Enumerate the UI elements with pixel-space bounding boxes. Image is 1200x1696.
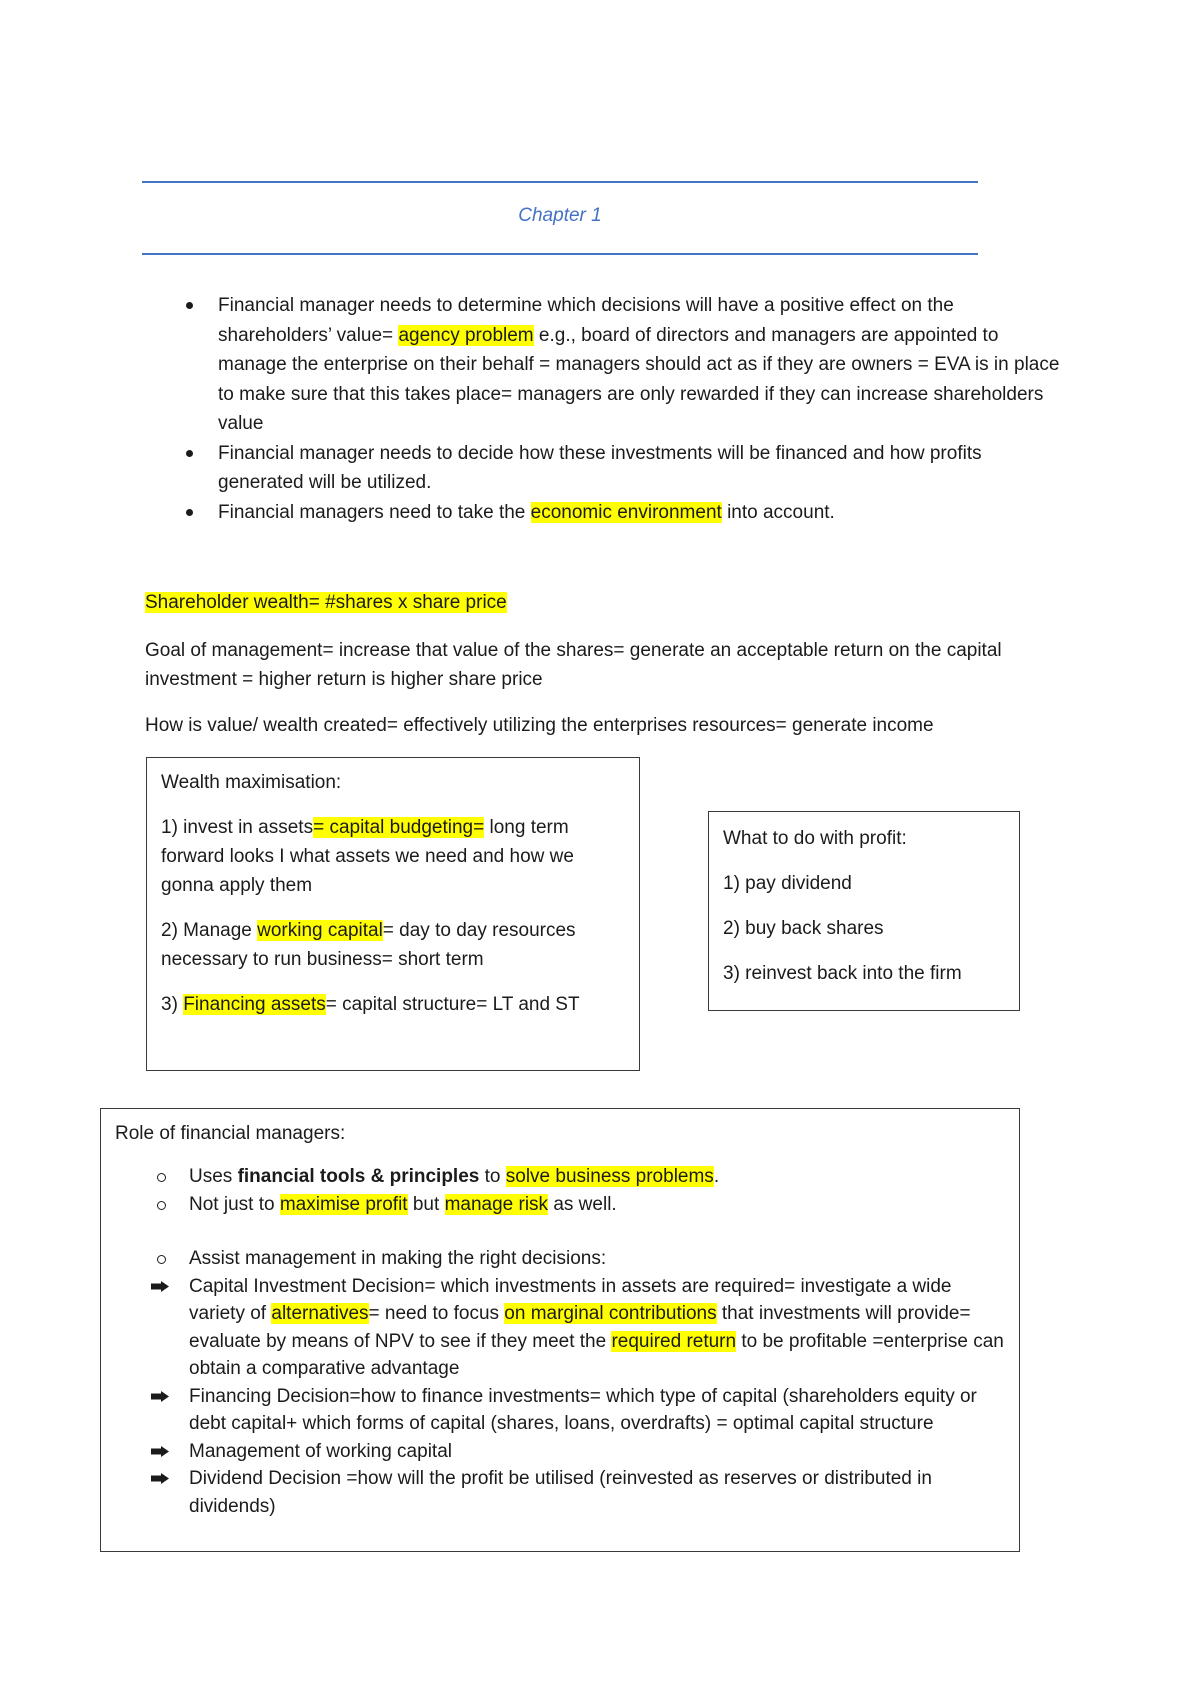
circle-bullet-icon — [157, 1173, 166, 1182]
bullet-dot-icon — [186, 450, 193, 457]
bullet-dot-icon — [186, 509, 193, 516]
list-item: Financial manager needs to determine which decisions will have a positive effect on the shareholders’ value= agency problem e.g., board of directors and managers are appointed to manage the enterprise on their behalf = managers should act as if they are owners = EVA is in place to make sure that this takes place= managers are only rewarded if they can increase shareholders value — [142, 291, 1062, 439]
role-of-financial-managers-box — [100, 1108, 1020, 1552]
header-rule-bottom — [142, 253, 978, 255]
financing-decision-item: Financing Decision=how to finance investments= which type of capital (shareholders equity or debt capital+ which forms of capital (shares, loans, overdrafts) = optimal capital structure — [115, 1383, 1005, 1438]
intro-bullet-list — [142, 291, 1062, 527]
circle-bullet-icon — [157, 1201, 166, 1210]
list-item: Assist management in making the right decisions: — [115, 1245, 1005, 1273]
arrow-right-icon — [151, 1281, 169, 1292]
wealth-maximisation-box — [146, 757, 640, 1071]
list-item: Uses financial tools & principles to solve business problems. — [115, 1163, 1005, 1191]
highlight: economic environment — [530, 501, 722, 523]
profit-item: 3) reinvest back into the firm — [723, 963, 962, 984]
list-item: Not just to maximise profit but manage risk as well. — [115, 1191, 1005, 1219]
list-item: Financial manager needs to decide how these investments will be financed and how profits generated will be utilized. — [142, 439, 1062, 498]
role-box-title: Role of financial managers: — [115, 1123, 346, 1144]
wealth-box-title: Wealth maximisation: — [161, 772, 342, 793]
list-item: Financial managers need to take the economic environment into account. — [142, 498, 1062, 528]
value-paragraph: How is value/ wealth created= effectively utilizing the enterprises resources= generate income — [145, 715, 934, 736]
bullet-dot-icon — [186, 302, 193, 309]
header-rule-top — [142, 181, 978, 183]
circle-bullet-icon — [157, 1255, 166, 1264]
profit-item: 2) buy back shares — [723, 918, 884, 939]
profit-item: 1) pay dividend — [723, 873, 852, 894]
goal-paragraph: Goal of management= increase that value of the shares= generate an acceptable return on the capital investment = higher return is higher share price — [145, 640, 1002, 690]
profit-box-title: What to do with profit: — [723, 828, 907, 849]
dividend-decision-item: Dividend Decision =how will the profit be utilised (reinvested as reserves or distributed in dividends) — [115, 1465, 1005, 1520]
working-capital-item: Management of working capital — [115, 1438, 1005, 1466]
wealth-item-1: 1) invest in assets= capital budgeting= long term forward looks I what assets we need and how we gonna apply them — [161, 817, 574, 896]
arrow-right-icon — [151, 1391, 169, 1402]
shareholder-wealth-line: Shareholder wealth= #shares x share price — [145, 592, 507, 613]
arrow-right-icon — [151, 1446, 169, 1457]
arrow-right-icon — [151, 1473, 169, 1484]
capital-investment-item: Capital Investment Decision= which investments in assets are required= investigate a wide variety of alternatives= need to focus on marginal contributions that investments will provide= evaluate by means of NPV to see if they meet the required return to be profitable =enterprise can obtain a comparative advantage — [115, 1273, 1005, 1383]
wealth-item-3: 3) Financing assets= capital structure= LT and ST — [161, 994, 580, 1015]
chapter-title: Chapter 1 — [518, 205, 602, 226]
profit-box — [708, 811, 1020, 1011]
highlight: agency problem — [398, 324, 534, 346]
wealth-item-2: 2) Manage working capital= day to day resources necessary to run business= short term — [161, 920, 576, 970]
